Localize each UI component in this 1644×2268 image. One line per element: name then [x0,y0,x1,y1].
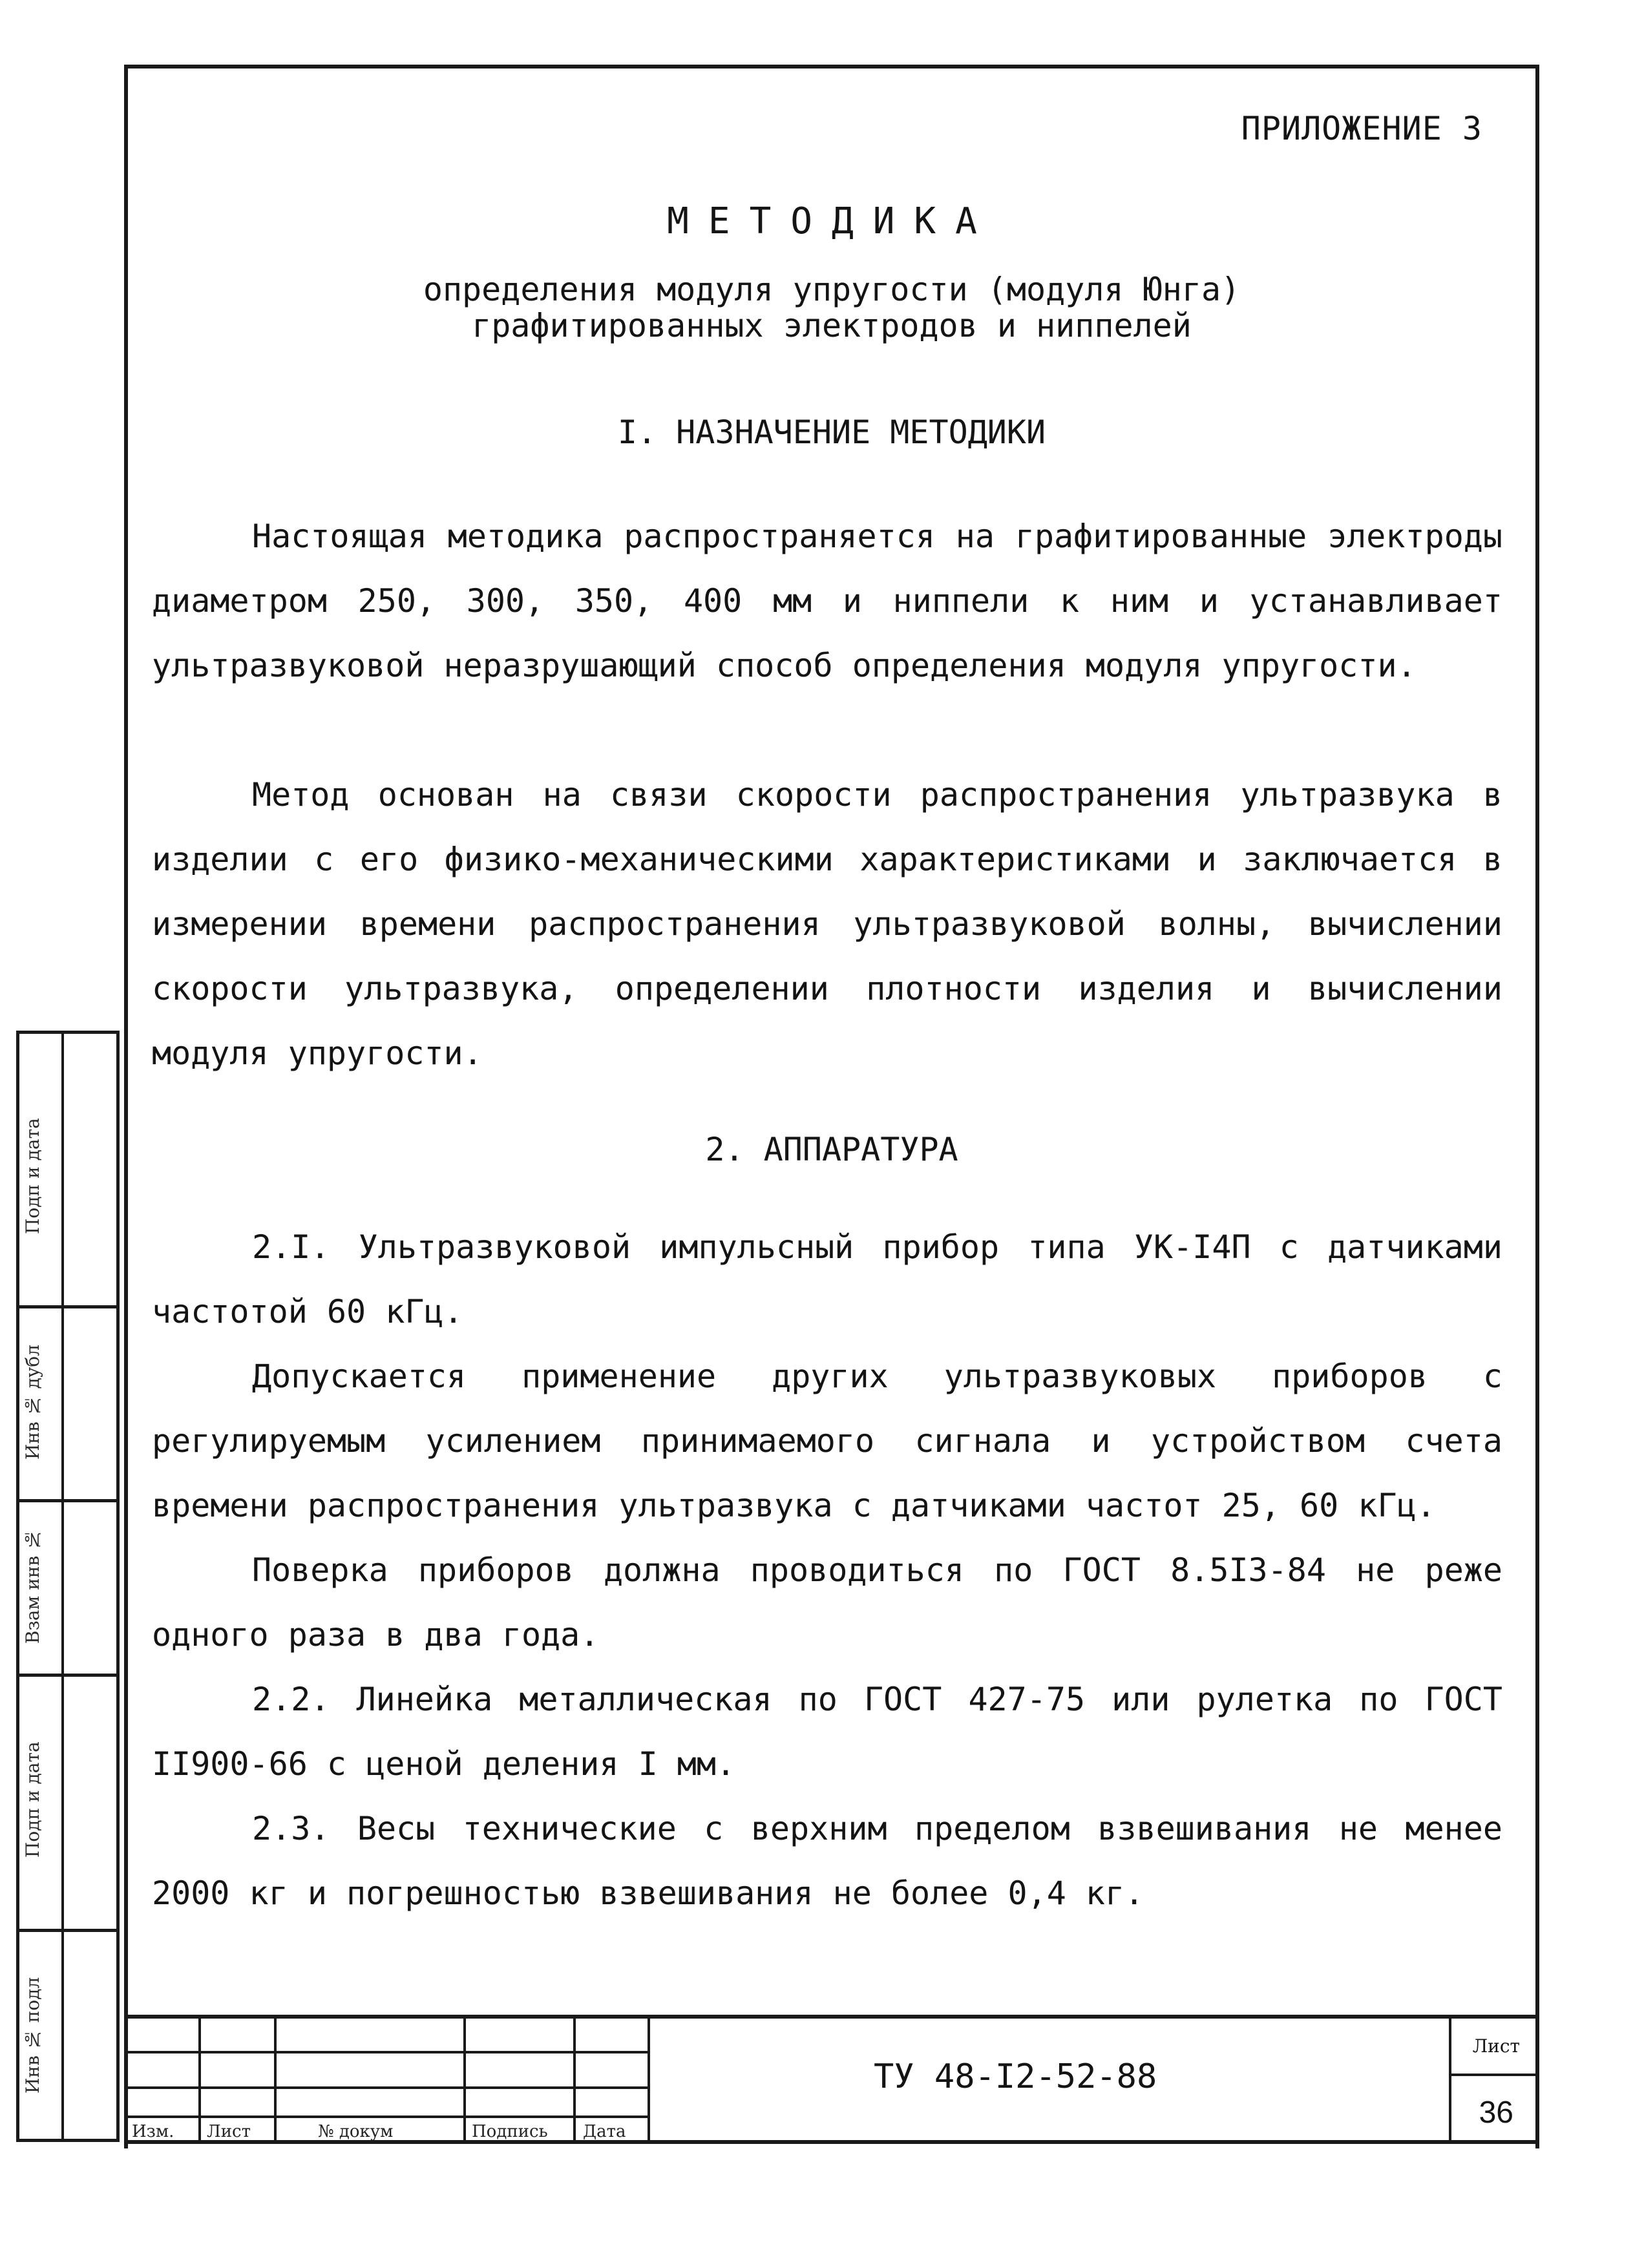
tb-data-label: Дата [583,2122,626,2141]
section-2-paragraph-verification: Поверка приборов должна проводиться по ГОСТ 8.5I3-84 не реже одного раза в два года. [152,1551,1502,1654]
appendix-label: ПРИЛОЖЕНИЕ 3 [1241,110,1482,147]
margin-stamp [16,1031,120,2142]
section-2-item-2-1: 2.I. Ультразвуковой импульсный прибор типа УК-I4П с датчиками частотой 60 кГц. [152,1228,1502,1330]
stamp-inv-podl: Инв № подл [22,1977,43,2094]
document-code: ТУ 48-I2-52-88 [874,2057,1157,2096]
section-2-paragraph-alt-devices: Допускается применение других ультразвуковых приборов с регулируемым усилением принимаемого сигнала и устройством счета времени распространения ультразвука с датчиками частот 25, 60 кГц. [152,1358,1502,1524]
title-block [124,2015,1539,2144]
tb-podpis-label: Подпись [472,2122,548,2141]
section-2-item-2-2: 2.2. Линейка металлическая по ГОСТ 427-75 или рулетка по ГОСТ II900-66 с ценой деления I мм. [152,1681,1502,1783]
document-subtitle [124,271,1539,344]
section-1-paragraph-2: Метод основан на связи скорости распространения ультразвука в изделии с его физико-механическими характеристиками и заключается в измерении времени распространения ультразвуковой волны, вычислении скорости ультразвука, определении плотности изделия и вычислении модуля упругости. [152,776,1502,1072]
stamp-inv-dubl: Инв № дубл [22,1345,43,1460]
tb-izm-label: Изм. [132,2122,174,2141]
stamp-vzam-inv: Взам инв № [22,1528,43,1644]
section-1-heading: I. НАЗНАЧЕНИЕ МЕТОДИКИ [617,414,1046,451]
stamp-podp-data-2: Подп и дата [22,1741,43,1858]
document-title: МЕТОДИКА [667,200,996,242]
sheet-label: Лист [1472,2035,1520,2057]
sheet-number: 36 [1479,2095,1513,2130]
section-2-heading: 2. АППАРАТУРА [705,1131,958,1168]
tb-dokum-label: № докум [318,2122,394,2141]
subtitle-line-1: определения модуля упругости (модуля Юнга) [423,271,1241,308]
subtitle-line-2: графитированных электродов и ниппелей [472,307,1192,344]
stamp-podp-data-1: Подп и дата [22,1118,43,1234]
section-1-paragraph-1: Настоящая методика распространяется на графитированные электроды диаметром 250, 300, 350, 400 мм и ниппели к ним и устанавливает ультразвуковой неразрушающий способ определения модуля упругости. [152,518,1502,684]
section-2-item-2-3: 2.3. Весы технические с верхним пределом взвешивания не менее 2000 кг и погрешностью взвешивания не более 0,4 кг. [152,1810,1502,1912]
tb-list-label: Лист [207,2122,251,2141]
